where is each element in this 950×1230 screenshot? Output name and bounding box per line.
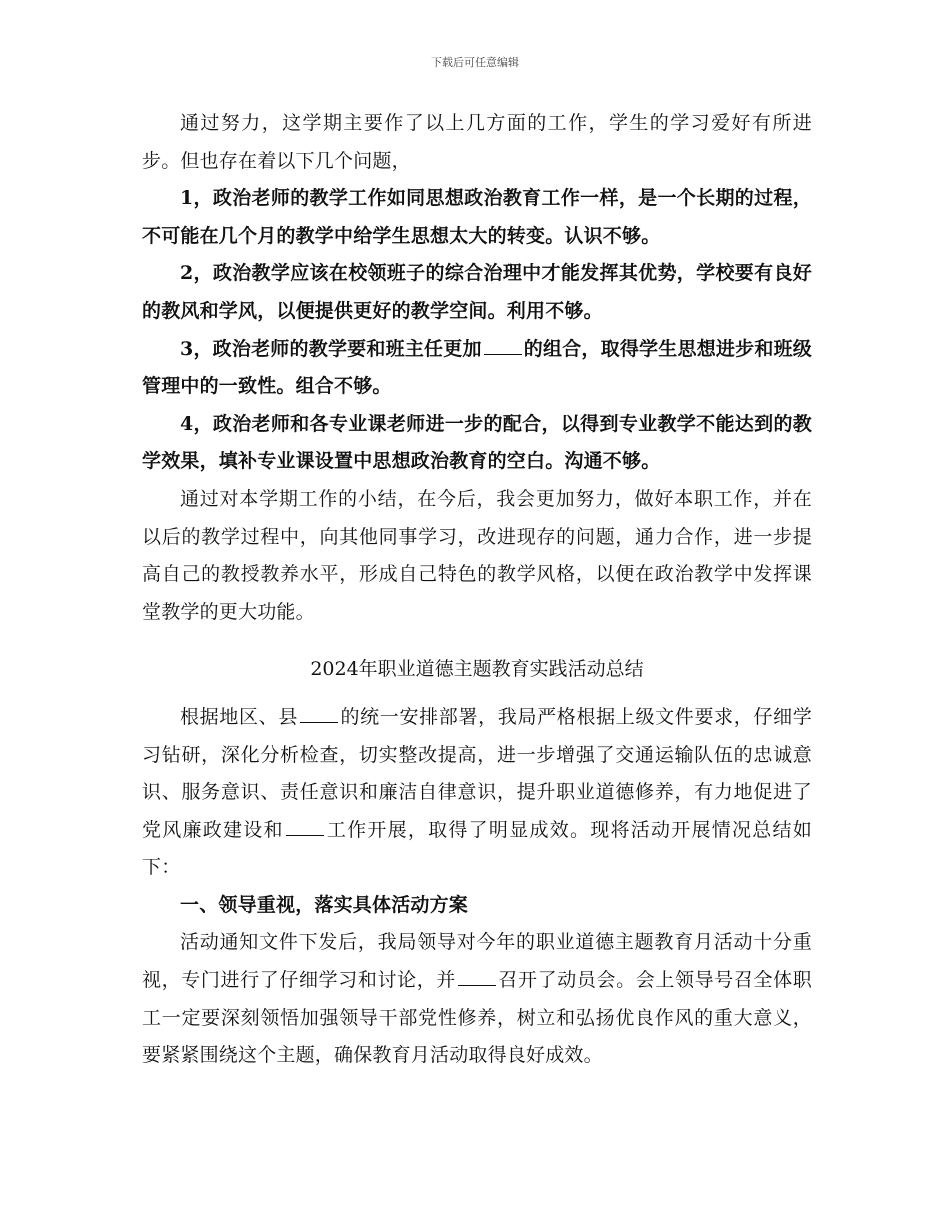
paragraph-text: 4，政治老师和各专业课老师进一步的配合，以得到专业教学不能达到的教学效果，填补专业课设置中思想政治教育的空白。沟通不够。 (142, 412, 812, 473)
page-header: 下载后可任意编辑 (431, 56, 519, 69)
fill-blank (484, 334, 522, 355)
paragraph-text: 一、领导重视，落实具体活动方案 (180, 893, 469, 916)
paragraph-p6 (142, 481, 812, 631)
paragraph-text: 的组合，取得学生思想进步和班级管理中的一致性。组合不够。 (142, 337, 812, 398)
paragraph-p2 (142, 180, 812, 255)
paragraph-text: 召开了动员会。会上领导号召全体职工一定要深刻领悟加强领导干部党性修养，树立和弘扬优良作风的重大意义，要紧紧围绕这个主题，确保教育月活动取得良好成效。 (142, 969, 812, 1067)
paragraph-text: 根据地区、县 (180, 705, 298, 728)
section-report (142, 699, 812, 1075)
paragraph-text: 的统一安排部署，我局严格根据上级文件要求，仔细学习钻研，深化分析检查，切实整改提高，进一步增强了交通运输队伍的忠诚意识、服务意识、责任意识和廉洁自律意识，提升职业道德修养，有力地促进了党风廉政建设和 (142, 705, 812, 841)
paragraph-text: 3，政治老师的教学要和班主任更加 (180, 337, 482, 360)
paragraph-q3 (142, 924, 812, 1074)
paragraph-p4 (142, 331, 812, 406)
document-body (142, 105, 812, 1075)
paragraph-text: 2，政治教学应该在校领班子的综合治理中才能发挥其优势，学校要有良好的教风和学风，以便提供更好的教学空间。利用不够。 (142, 262, 812, 322)
paragraph-text: 工作开展，取得了明显成效。现将活动开展情况总结如下： (142, 818, 812, 879)
document-title: 2024年职业道德主题教育实践活动总结 (310, 658, 644, 681)
paragraph-p3 (142, 255, 812, 330)
paragraph-text: 1，政治老师的教学工作如同思想政治教育工作一样，是一个长期的过程，不可能在几个月的教学中给学生思想太大的转变。认识不够。 (142, 187, 812, 247)
paragraph-p5 (142, 406, 812, 481)
fill-blank (286, 815, 324, 836)
fill-blank (300, 702, 338, 723)
section-summary (142, 105, 812, 631)
paragraph-q2 (142, 887, 812, 925)
paragraph-text: 活动通知文件下发后，我局领导对今年的职业道德主题教育月活动十分重视，专门进行了仔细学习和讨论，并 (142, 931, 812, 992)
paragraph-q1 (142, 699, 812, 887)
fill-blank (458, 965, 496, 986)
paragraph-text: 通过对本学期工作的小结，在今后，我会更加努力，做好本职工作，并在以后的教学过程中，向其他同事学习，改进现存的问题，通力合作，进一步提高自己的教授教养水平，形成自己特色的教学风格，以便在政治教学中发挥课堂教学的更大功能。 (142, 487, 812, 623)
paragraph-p1 (142, 105, 812, 180)
paragraph-text: 通过努力，这学期主要作了以上几方面的工作，学生的学习爱好有所进步。但也存在着以下几个问题， (142, 112, 812, 172)
